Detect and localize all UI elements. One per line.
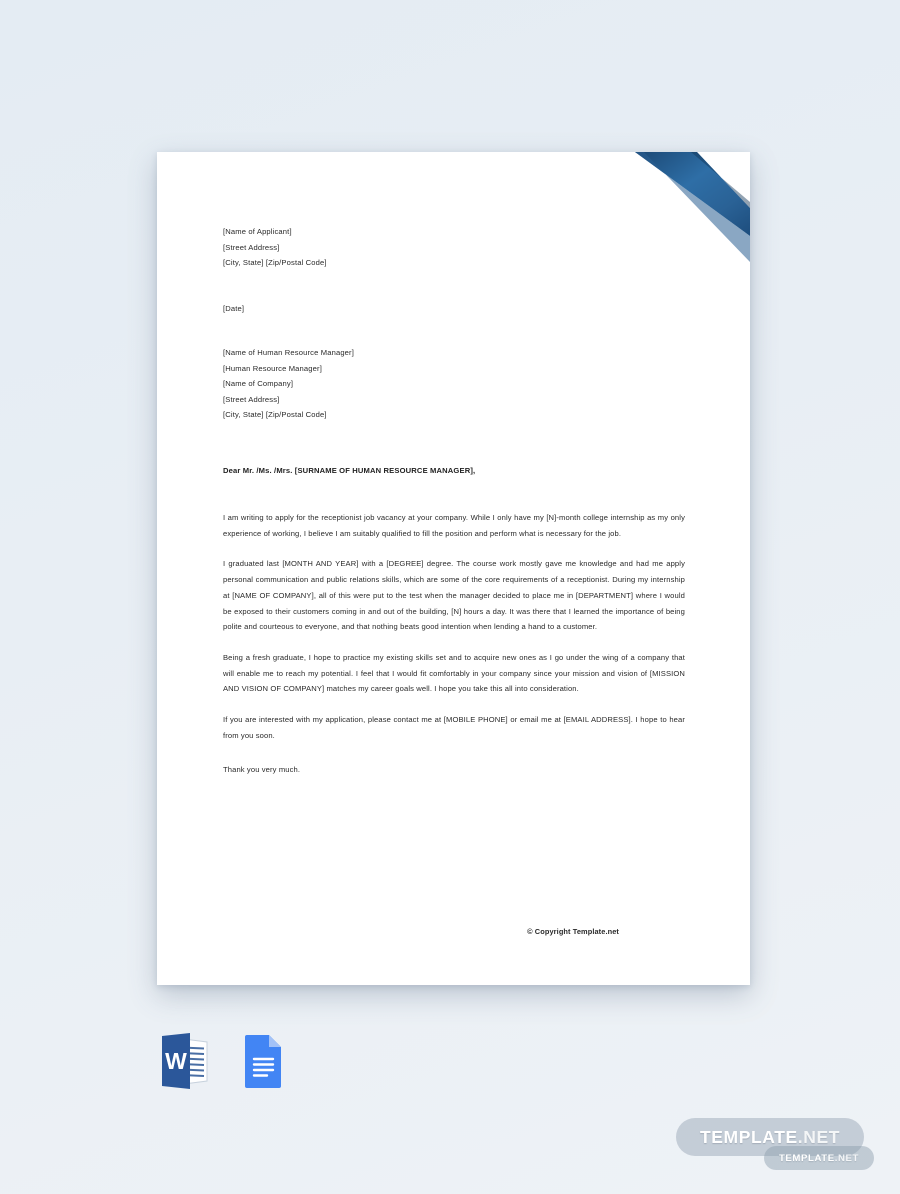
sender-line: [City, State] [Zip/Postal Code] — [223, 258, 327, 268]
download-format-icons — [157, 1030, 297, 1092]
watermark-secondary-suffix: .NET — [834, 1152, 860, 1164]
google-docs-icon — [241, 1032, 291, 1090]
body-paragraph: If you are interested with my application, please contact me at [MOBILE PHONE] or email me at [EMAIL ADDRESS]. I hope to hear from you soon. — [223, 715, 685, 740]
recipient-address-block — [223, 345, 685, 423]
sender-address-block — [223, 224, 685, 271]
watermark-primary-text: TEMPLATE — [699, 1126, 798, 1147]
salutation-line: Dear Mr. /Ms. /Mrs. [SURNAME OF HUMAN RESOURCE MANAGER], — [223, 466, 476, 475]
recipient-line: [Name of Company] — [223, 379, 294, 389]
letter-content — [223, 152, 685, 985]
watermark-secondary — [764, 1146, 874, 1170]
body-paragraph: Being a fresh graduate, I hope to practice my existing skills set and to acquire new ones as I go under the wing of a company that will enable me to reach my potential. I feel that I would fit comfortably in your company since your mission and vision of [MISSION AND VISION OF COMPANY] matches my career goals well. I hope you take this all into consideration. — [223, 652, 685, 694]
copyright-notice: © Copyright Template.net — [527, 927, 619, 936]
closing-line: Thank you very much. — [223, 765, 301, 775]
watermark-secondary-text: TEMPLATE — [778, 1152, 835, 1164]
ms-word-icon — [157, 1032, 213, 1090]
body-paragraph: I graduated last [MONTH AND YEAR] with a [DEGREE] degree. The course work mostly gave me knowledge and had me apply personal communication and public relations skills, which are some of the core requirements of a receptionist. During my internship at [NAME OF COMPANY], all of this were put to the test when the manager decided to place me in [DEPARTMENT] where I would be exposed to their customers coming in and out of the building, [N] hours a day. It was there that I learned the importance of being polite and courteous to everyone, and that nothing beats good intention when lending a hand to a customer. — [223, 559, 685, 632]
watermark-group — [676, 1118, 876, 1180]
svg-text:W: W — [165, 1048, 187, 1074]
date-line: [Date] — [223, 304, 245, 313]
recipient-line: [Name of Human Resource Manager] — [223, 348, 354, 357]
date-block — [223, 301, 685, 317]
watermark-primary-suffix: .NET — [797, 1126, 841, 1147]
recipient-line: [Human Resource Manager] — [223, 363, 322, 373]
body-paragraph: I am writing to apply for the receptionist job vacancy at your company. While I only have my [N]-month college internship as my only experience of working, I believe I am suitably qualified to fill the position and perform what is necessary for the job. — [223, 513, 685, 538]
download-word-button[interactable] — [157, 1032, 213, 1090]
document-page-container — [157, 152, 750, 985]
download-google-docs-button[interactable] — [241, 1032, 297, 1090]
recipient-line: [City, State] [Zip/Postal Code] — [223, 410, 327, 420]
recipient-line: [Street Address] — [223, 394, 280, 404]
letter-page — [157, 152, 750, 985]
letter-body — [223, 510, 685, 793]
sender-line: [Street Address] — [223, 242, 280, 252]
sender-line: [Name of Applicant] — [223, 227, 292, 236]
